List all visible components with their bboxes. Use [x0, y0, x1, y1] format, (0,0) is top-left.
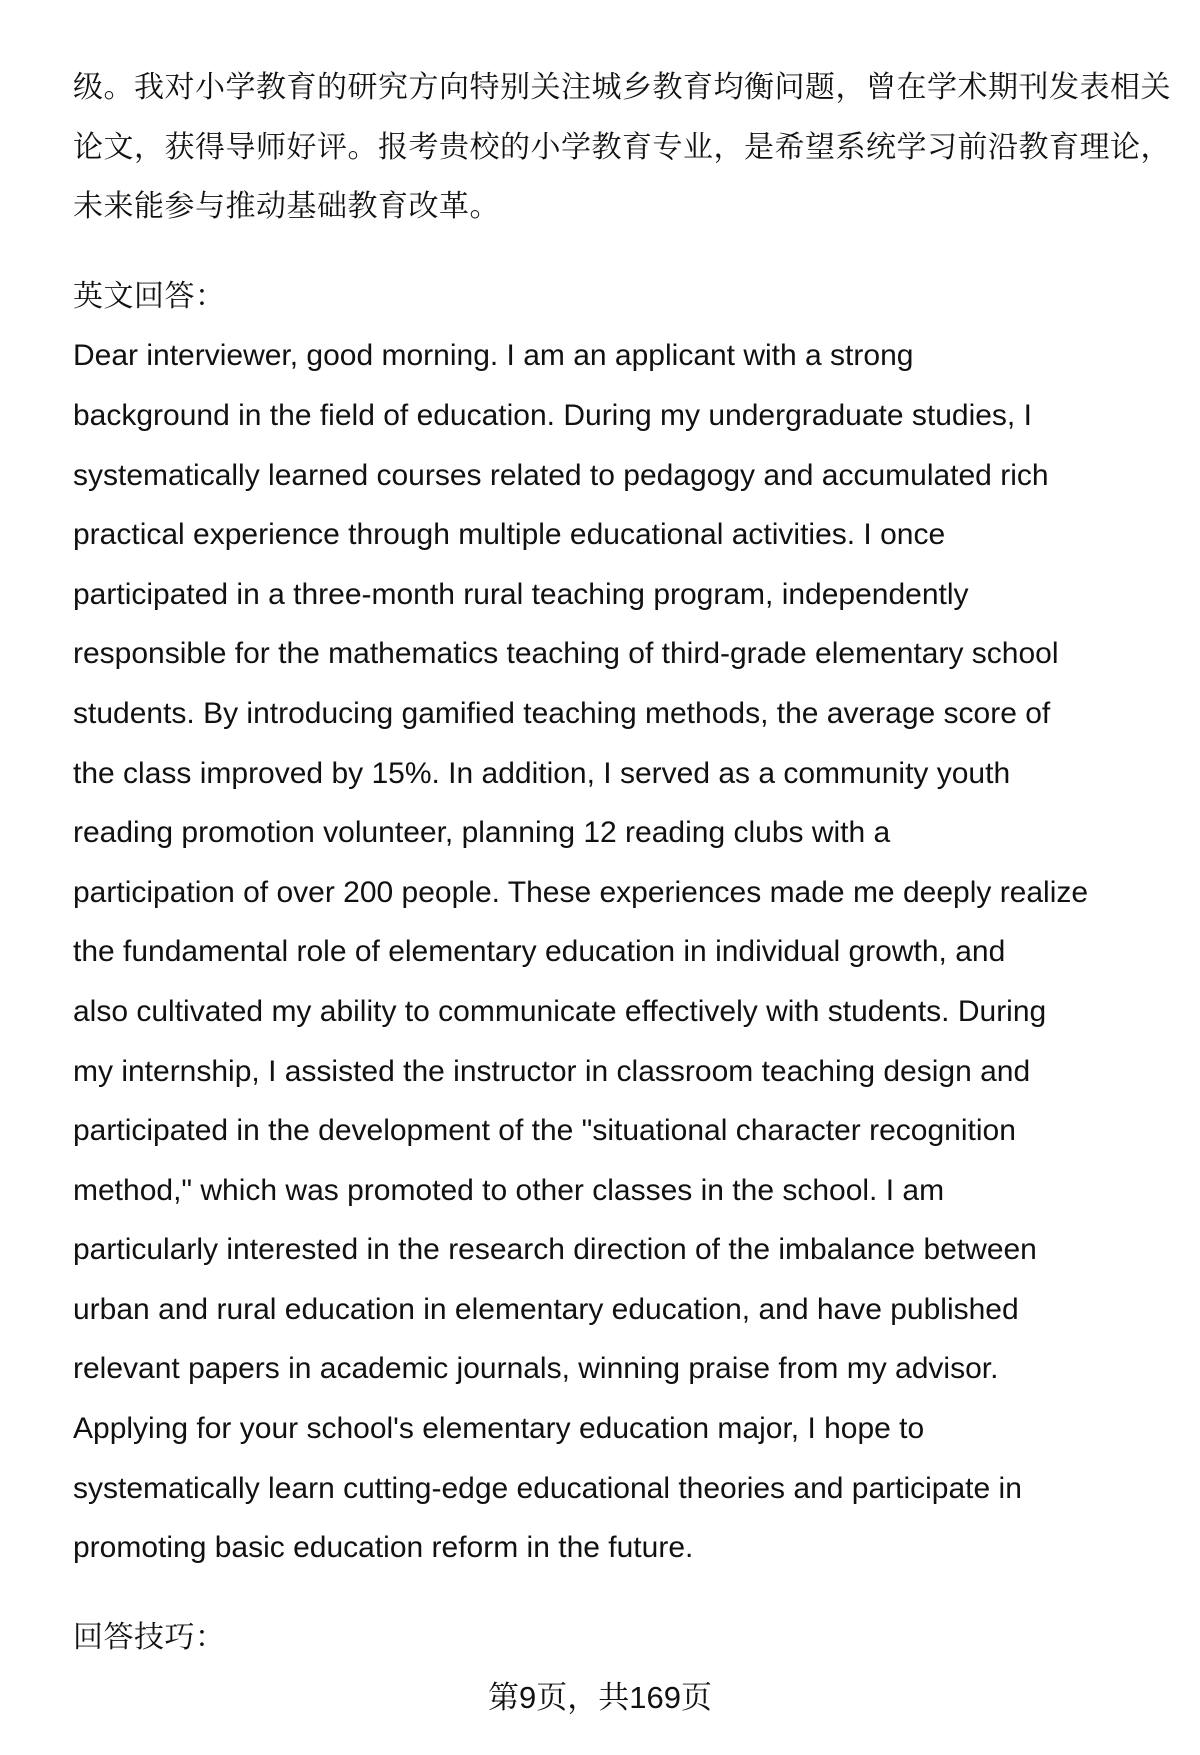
text-line: participated in a three-month rural teaching program, independently	[73, 577, 969, 611]
text-line: background in the field of education. During my undergraduate studies, I	[73, 398, 1032, 432]
text-line: relevant papers in academic journals, winning praise from my advisor.	[73, 1352, 999, 1386]
text-line: Dear interviewer, good morning. I am an applicant with a strong	[73, 339, 914, 373]
text-line: 未来能参与推动基础教育改革。	[73, 190, 500, 224]
text-line: students. By introducing gamified teaching methods, the average score of	[73, 696, 1051, 730]
text-line: responsible for the mathematics teaching of third-grade elementary school	[73, 637, 1059, 671]
text-line: the class improved by 15%. In addition, I served as a community youth	[73, 756, 1011, 790]
text-line: 论文，获得导师好评。报考贵校的小学教育专业，是希望系统学习前沿教育理论，	[73, 130, 1171, 164]
document-body	[73, 58, 1171, 1667]
text-line: Applying for your school's elementary education major, I hope to	[73, 1412, 925, 1446]
page-number: 第9页，共169页	[488, 1680, 712, 1715]
text-line: promoting basic education reform in the future.	[73, 1531, 694, 1565]
english-answer-heading: 英文回答：	[73, 279, 226, 313]
text-line: 级。我对小学教育的研究方向特别关注城乡教育均衡问题，曾在学术期刊发表相关	[73, 71, 1171, 104]
text-line: participated in the development of the "situational character recognition	[73, 1114, 1016, 1148]
text-line: method," which was promoted to other classes in the school. I am	[73, 1173, 945, 1207]
text-line: my internship, I assisted the instructor in classroom teaching design and	[73, 1054, 1031, 1088]
text-line: urban and rural education in elementary education, and have published	[73, 1292, 1019, 1326]
intro-paragraph	[73, 58, 1171, 237]
text-line: the fundamental role of elementary education in individual growth, and	[73, 935, 1006, 969]
text-line: participation of over 200 people. These experiences made me deeply realize	[73, 875, 1089, 909]
text-line: also cultivated my ability to communicate effectively with students. During	[73, 994, 1047, 1028]
text-line: reading promotion volunteer, planning 12 reading clubs with a	[73, 816, 891, 850]
text-line: systematically learned courses related to pedagogy and accumulated rich	[73, 458, 1049, 492]
text-line: systematically learn cutting-edge educational theories and participate in	[73, 1471, 1022, 1505]
text-line: particularly interested in the research direction of the imbalance between	[73, 1233, 1037, 1267]
english-answer-paragraph	[73, 326, 1163, 1577]
text-line: practical experience through multiple educational activities. I once	[73, 518, 946, 552]
tips-heading: 回答技巧：	[73, 1620, 226, 1654]
